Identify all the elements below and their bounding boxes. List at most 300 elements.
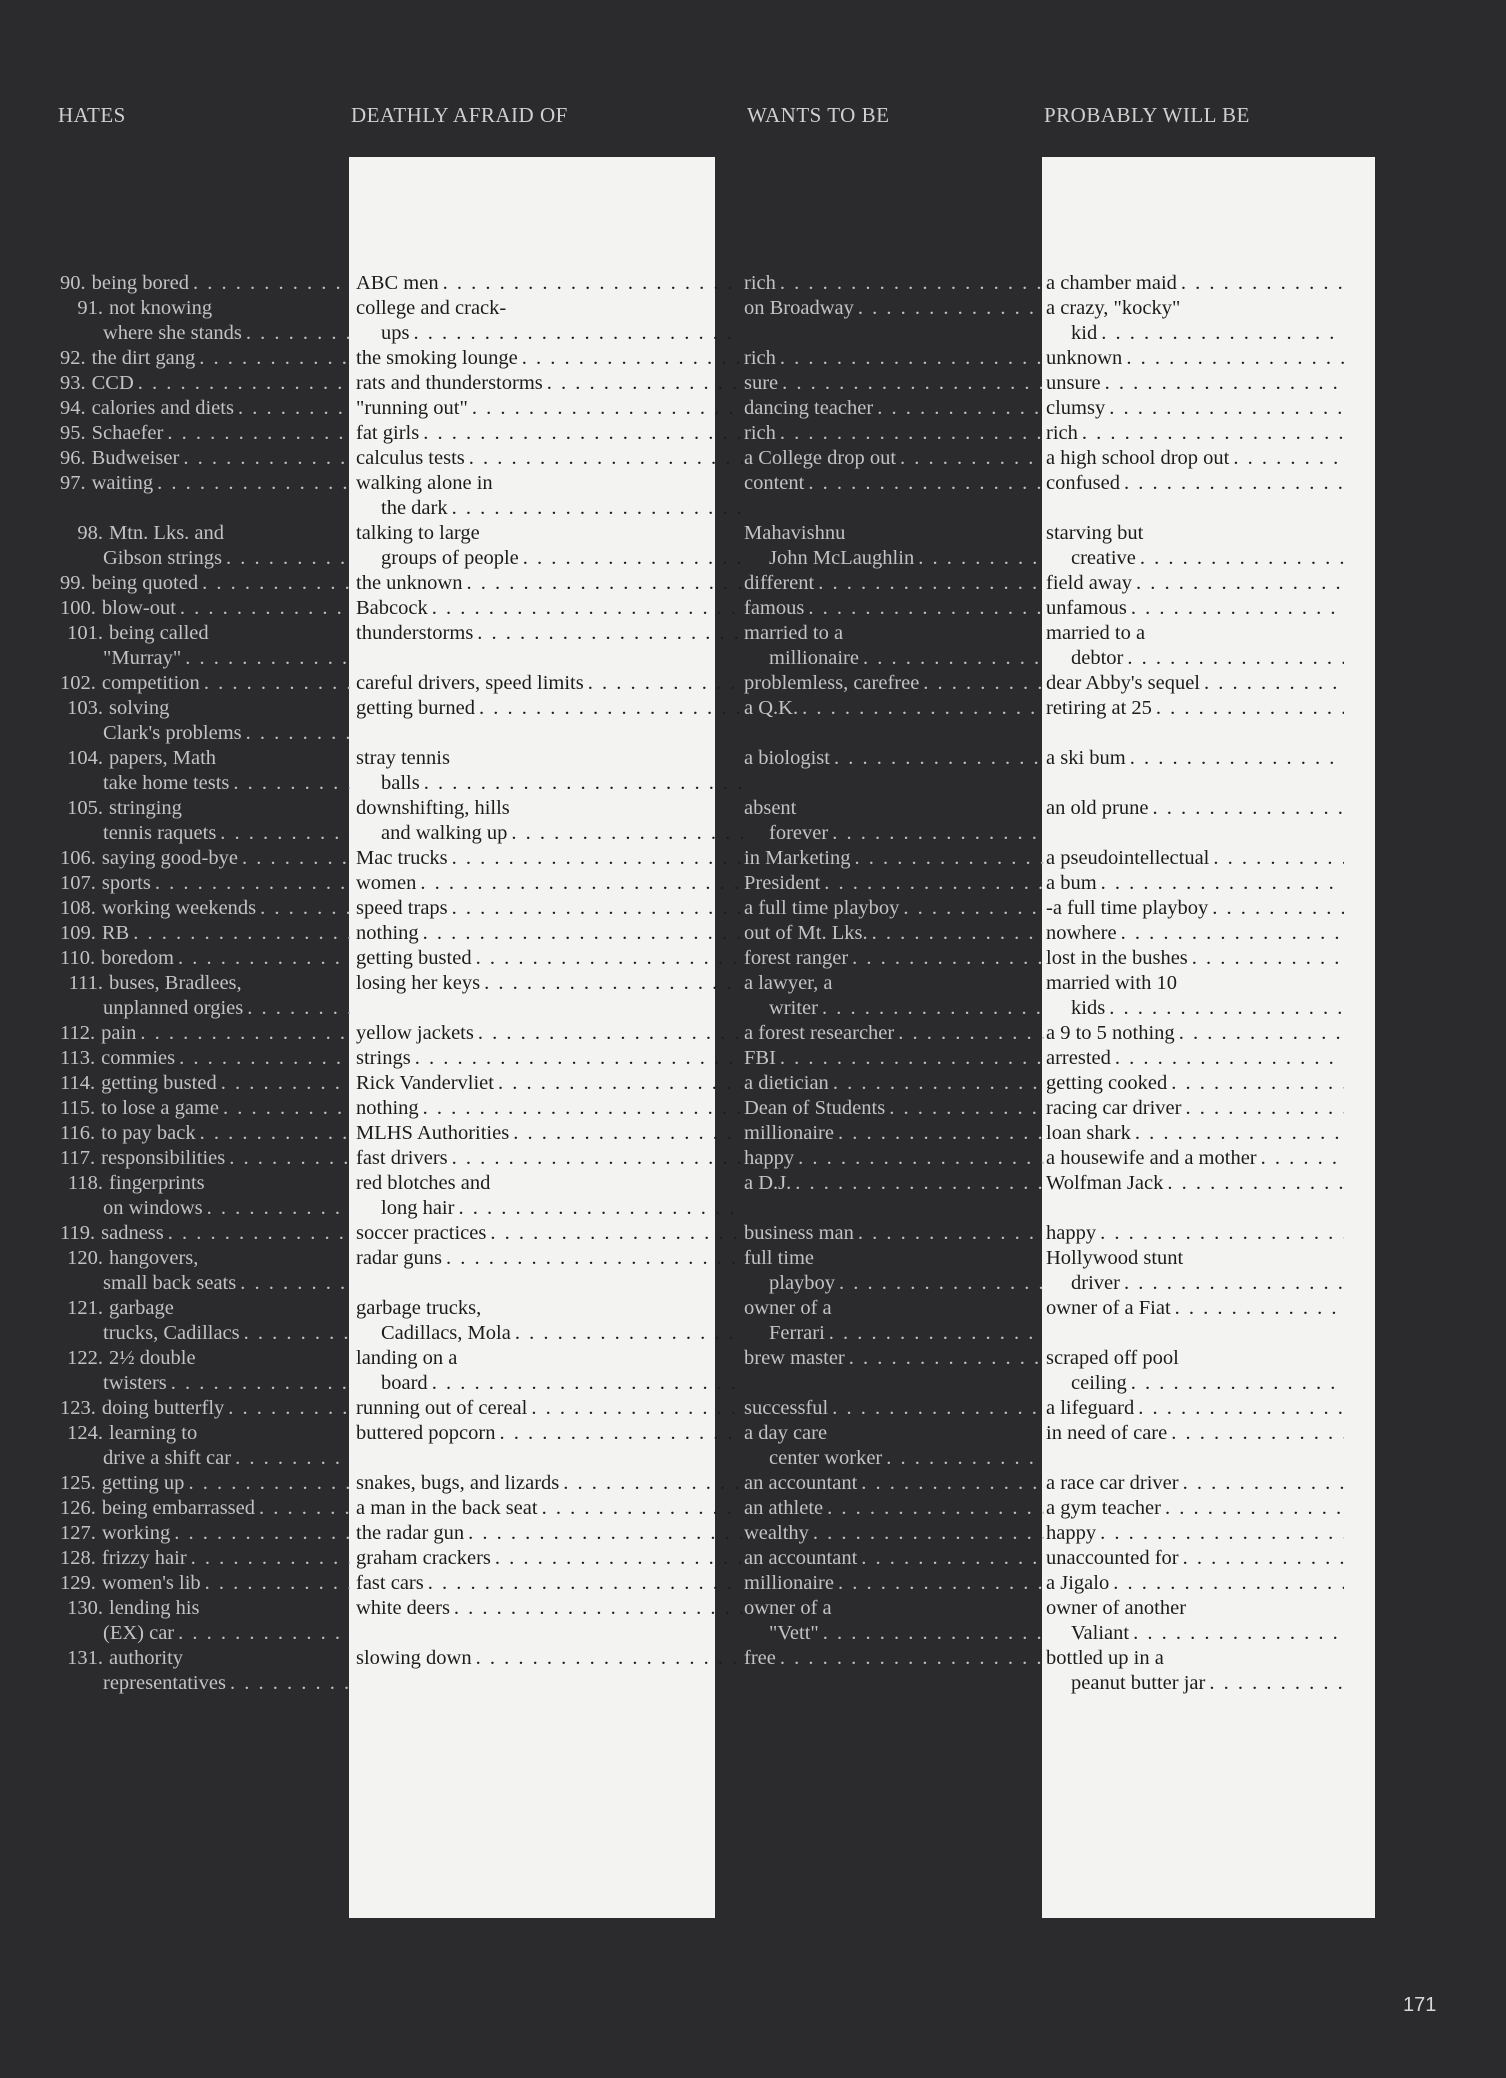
wants-entry [744,871,1044,896]
dot-leader [231,1446,350,1471]
entry-text: running out of cereal [356,1397,528,1419]
dot-leader [170,1521,350,1546]
afraid-entry [356,1021,743,1046]
dot-leader [179,446,350,471]
wants-entry [744,1271,1044,1296]
entry-text: Hollywood stunt [1046,1247,1184,1269]
entry-text: famous [744,597,805,619]
probably-entry [1046,896,1344,921]
entry-text: a College drop out [744,447,897,469]
entry-text: Cadillacs, Mola [381,1322,511,1344]
dot-leader [409,321,743,346]
entry-text: the dirt gang [91,347,196,369]
hates-entry [60,271,350,296]
afraid-entry [356,1421,743,1446]
hates-entry [60,371,350,396]
wants-entry [744,571,1044,596]
dot-leader [804,596,1044,621]
entry-text: married to a [744,622,844,644]
dot-leader [428,596,743,621]
entry-text: getting busted [356,947,472,969]
wants-entry [744,421,1044,446]
dot-leader [882,1446,1044,1471]
entry-text: kid [1071,322,1098,344]
dot-leader [776,1646,1044,1671]
entry-number: 117. [60,1147,96,1169]
dot-leader [857,1546,1044,1571]
dot-leader [419,921,743,946]
entry-text: a crazy, "kocky" [1046,297,1181,319]
entry-number: 96. [60,447,86,469]
probably-entry [1046,796,1344,821]
dot-leader [448,1146,743,1171]
probably-entry [1046,1496,1344,1521]
wants-entry [744,771,1044,796]
afraid-entry [356,821,743,846]
dot-leader [1105,396,1344,421]
entry-text: a gym teacher [1046,1497,1161,1519]
entry-text: balls [381,772,420,794]
dot-leader [1134,1396,1344,1421]
wants-entry [744,446,1044,471]
entry-text: confused [1046,472,1121,494]
dot-leader [835,1271,1044,1296]
dot-leader [1078,421,1344,446]
hates-entry [60,1021,350,1046]
dot-leader [854,296,1044,321]
hates-entry [60,571,350,596]
entry-text: forever [769,822,829,844]
entry-text: owner of a Fiat [1046,1297,1171,1319]
entry-number: 101. [67,622,103,644]
hates-entry [60,846,350,871]
afraid-entry [356,646,743,671]
dot-leader [857,1471,1044,1496]
header-probably-will-be: PROBABLY WILL BE [1044,103,1250,127]
dot-leader [776,346,1044,371]
entry-text: small back seats [103,1272,237,1294]
entry-text: -a full time playboy [1046,897,1209,919]
dot-leader [255,1496,350,1521]
hates-entry [60,696,350,721]
wants-entry [744,596,1044,621]
entry-text: Dean of Students [744,1097,886,1119]
dot-leader [416,871,743,896]
entry-number: 103. [67,697,103,719]
entry-text: full time [744,1247,815,1269]
wants-entry [744,1071,1044,1096]
entry-text: the dark [381,497,448,519]
hates-entry [60,396,350,421]
probably-entry [1046,1596,1344,1621]
wants-column [744,271,1044,1671]
afraid-entry [356,1621,743,1646]
entry-text: thunderstorms [356,622,474,644]
dot-leader [129,921,350,946]
dot-leader [184,1471,350,1496]
entry-text: out of Mt. Lks. [744,922,868,944]
hates-entry [60,821,350,846]
dot-leader [1167,1421,1344,1446]
hates-entry [60,1621,350,1646]
probably-entry [1046,471,1344,496]
dot-leader [829,1071,1044,1096]
entry-number: 98. [77,522,103,544]
probably-entry [1046,1471,1344,1496]
probably-entry [1046,946,1344,971]
hates-entry [60,1171,350,1196]
entry-text: red blotches and [356,1172,491,1194]
hates-entry [60,621,350,646]
hates-entry [60,1096,350,1121]
afraid-entry [356,1046,743,1071]
dot-leader [217,1071,350,1096]
dot-leader [201,1571,350,1596]
probably-column [1046,271,1344,1696]
hates-entry [60,746,350,771]
entry-text: blow-out [101,597,176,619]
wants-entry [744,1196,1044,1221]
entry-text: college and crack- [356,297,507,319]
dot-leader [450,1596,743,1621]
probably-entry [1046,396,1344,421]
entry-text: millionaire [744,1122,834,1144]
entry-text: "Murray" [103,647,182,669]
entry-text: the unknown [356,572,463,594]
probably-entry [1046,1146,1344,1171]
afraid-entry [356,796,743,821]
entry-number: 91. [77,297,103,319]
entry-text: rich [744,422,776,444]
entry-text: writer [769,997,818,1019]
dot-leader [1209,846,1344,871]
dot-leader [776,421,1044,446]
wants-entry [744,896,1044,921]
dot-leader [495,1421,743,1446]
dot-leader [1105,996,1344,1021]
wants-entry [744,971,1044,996]
entry-text: successful [744,1397,829,1419]
entry-text: a 9 to 5 nothing [1046,1022,1175,1044]
header-wants-to-be: WANTS TO BE [747,103,890,127]
wants-entry [744,1296,1044,1321]
dot-leader [153,471,350,496]
entry-text: forest ranger [744,947,849,969]
afraid-entry [356,771,743,796]
hates-entry [60,421,350,446]
dot-leader [428,1371,743,1396]
entry-number: 131. [67,1647,103,1669]
hates-entry [60,1421,350,1446]
dot-leader [448,496,743,521]
afraid-entry [356,696,743,721]
probably-entry [1046,521,1344,546]
hates-entry [60,1071,350,1096]
wants-entry [744,721,1044,746]
afraid-entry [356,1071,743,1096]
entry-text: where she stands [103,322,242,344]
dot-leader [420,771,743,796]
entry-number: 129. [60,1572,96,1594]
entry-text: a race car driver [1046,1472,1179,1494]
entry-text: landing on a [356,1347,458,1369]
entry-text: Mtn. Lks. and [109,522,225,544]
entry-text: unknown [1046,347,1123,369]
dot-leader [474,1021,743,1046]
hates-entry [60,871,350,896]
entry-text: a full time playboy [744,897,900,919]
probably-entry [1046,346,1344,371]
probably-entry [1046,721,1344,746]
dot-leader [151,871,350,896]
entry-text: sadness [101,1222,164,1244]
dot-leader [1181,1096,1344,1121]
probably-entry [1046,871,1344,896]
dot-leader [820,871,1044,896]
entry-text: fast cars [356,1572,424,1594]
wants-entry [744,296,1044,321]
dot-leader [798,696,1044,721]
afraid-entry [356,571,743,596]
entry-text: business man [744,1222,854,1244]
dot-leader [778,371,1044,396]
entry-text: doing butterfly [101,1397,225,1419]
entry-text: losing her keys [356,972,481,994]
afraid-entry [356,346,743,371]
entry-text: happy [744,1147,795,1169]
probably-entry [1046,1196,1344,1221]
entry-number: 106. [60,847,96,869]
probably-entry [1046,1021,1344,1046]
afraid-entry [356,321,743,346]
dot-leader [1257,1146,1344,1171]
afraid-entry [356,371,743,396]
wants-entry [744,1021,1044,1046]
entry-text: 2½ double [109,1347,196,1369]
probably-entry [1046,571,1344,596]
probably-entry [1046,1646,1344,1671]
entry-text: tennis raquets [103,822,217,844]
dot-leader [1111,1046,1344,1071]
entry-text: on windows [103,1197,203,1219]
entry-text: getting busted [101,1072,217,1094]
afraid-entry [356,1496,743,1521]
afraid-entry [356,1221,743,1246]
wants-entry [744,1321,1044,1346]
dot-leader [828,1396,1044,1421]
entry-text: unsure [1046,372,1101,394]
wants-entry [744,546,1044,571]
entry-text: Schaefer [91,422,164,444]
wants-entry [744,921,1044,946]
hates-entry [60,296,350,321]
entry-text: different [744,572,815,594]
dot-leader [1161,1496,1344,1521]
wants-entry [744,996,1044,1021]
afraid-entry [356,1296,743,1321]
dot-leader [225,1146,350,1171]
hates-entry [60,996,350,1021]
entry-text: authority [109,1647,184,1669]
entry-text: lending his [109,1597,200,1619]
hates-entry [60,1346,350,1371]
dot-leader [509,1121,743,1146]
entry-text: Babcock [356,597,428,619]
entry-number: 125. [60,1472,96,1494]
dot-leader [1109,1571,1344,1596]
dot-leader [825,1321,1044,1346]
hates-entry [60,1446,350,1471]
dot-leader [1136,546,1344,571]
probably-entry [1046,621,1344,646]
wants-entry [744,1171,1044,1196]
wants-entry [744,1596,1044,1621]
afraid-entry [356,1271,743,1296]
afraid-entry [356,1646,743,1671]
probably-entry [1046,1321,1344,1346]
dot-leader [791,1171,1044,1196]
entry-text: rats and thunderstorms [356,372,543,394]
entry-text: owner of a [744,1597,832,1619]
hates-entry [60,1371,350,1396]
entry-number: 110. [60,947,96,969]
afraid-entry [356,271,743,296]
entry-text: the smoking lounge [356,347,518,369]
afraid-entry [356,621,743,646]
dot-leader [873,396,1044,421]
dot-leader [543,371,743,396]
afraid-entry [356,1146,743,1171]
afraid-entry [356,1346,743,1371]
entry-text: MLHS Authorities [356,1122,510,1144]
entry-number: 116. [60,1122,96,1144]
dot-leader [242,721,350,746]
entry-text: boredom [101,947,174,969]
entry-text: happy [1046,1522,1097,1544]
entry-number: 94. [60,397,86,419]
entry-text: loan shark [1046,1122,1131,1144]
entry-text: stringing [109,797,182,819]
entry-text: nowhere [1046,922,1117,944]
entry-number: 104. [67,747,103,769]
entry-text: a Q.K. [744,697,799,719]
entry-text: brew master [744,1347,845,1369]
entry-text: being quoted [91,572,199,594]
entry-text: speed traps [356,897,448,919]
entry-text: calories and diets [91,397,234,419]
afraid-column [356,271,743,1671]
dot-leader [1097,321,1344,346]
entry-text: problemless, carefree [744,672,920,694]
dot-leader [1200,671,1344,696]
entry-text: pain [101,1022,137,1044]
hates-entry [60,471,350,496]
dot-leader [794,1146,1044,1171]
entry-text: a ski bum [1046,747,1126,769]
afraid-entry [356,896,743,921]
wants-entry [744,646,1044,671]
probably-entry [1046,1071,1344,1096]
entry-number: 107. [60,872,96,894]
dot-leader [454,1196,743,1221]
afraid-entry [356,1546,743,1571]
entry-text: a housewife and a mother [1046,1147,1257,1169]
entry-text: women's lib [101,1572,201,1594]
entry-text: to lose a game [101,1097,219,1119]
probably-entry [1046,1121,1344,1146]
entry-text: in need of care [1046,1422,1168,1444]
wants-entry [744,946,1044,971]
dot-leader [1179,1546,1344,1571]
entry-text: getting cooked [1046,1072,1168,1094]
dot-leader [1205,1671,1344,1696]
entry-text: radar guns [356,1247,442,1269]
hates-entry [60,1646,350,1671]
afraid-entry [356,1521,743,1546]
entry-text: (EX) car [103,1622,175,1644]
dot-leader [176,596,350,621]
entry-text: wealthy [744,1522,809,1544]
entry-text: content [744,472,805,494]
probably-entry [1046,821,1344,846]
hates-entry [60,646,350,671]
dot-leader [1097,871,1344,896]
entry-text: a lifeguard [1046,1397,1135,1419]
entry-text: talking to large [356,522,480,544]
entry-text: garbage trucks, [356,1297,482,1319]
hates-entry [60,1296,350,1321]
entry-text: hangovers, [109,1247,199,1269]
entry-text: John McLaughlin [769,547,915,569]
entry-text: long hair [381,1197,455,1219]
wants-entry [744,796,1044,821]
entry-text: on Broadway [744,297,854,319]
dot-leader [1096,1221,1344,1246]
entry-text: a pseudointellectual [1046,847,1210,869]
dot-leader [1229,446,1344,471]
entry-number: 108. [60,897,96,919]
probably-entry [1046,1621,1344,1646]
probably-entry [1046,1046,1344,1071]
entry-text: kids [1071,997,1106,1019]
entry-text: downshifting, hills [356,797,510,819]
entry-text: the radar gun [356,1522,465,1544]
wants-entry [744,321,1044,346]
hates-entry [60,671,350,696]
dot-leader [914,546,1044,571]
entry-text: Wolfman Jack [1046,1172,1164,1194]
entry-text: sure [744,372,779,394]
entry-number: 126. [60,1497,96,1519]
dot-leader [167,1371,350,1396]
hates-entry [60,496,350,521]
dot-leader [527,1396,743,1421]
entry-text: fast drivers [356,1147,448,1169]
entry-text: getting up [101,1472,185,1494]
entry-text: "running out" [356,397,468,419]
wants-entry [744,1121,1044,1146]
wants-entry [744,346,1044,371]
probably-entry [1046,1521,1344,1546]
hates-entry [60,1496,350,1521]
entry-number: 105. [67,797,103,819]
dot-leader [1120,1271,1344,1296]
entry-number: 115. [60,1097,96,1119]
probably-entry [1046,646,1344,671]
entry-text: papers, Math [109,747,217,769]
afraid-entry [356,1246,743,1271]
entry-text: Budweiser [91,447,180,469]
